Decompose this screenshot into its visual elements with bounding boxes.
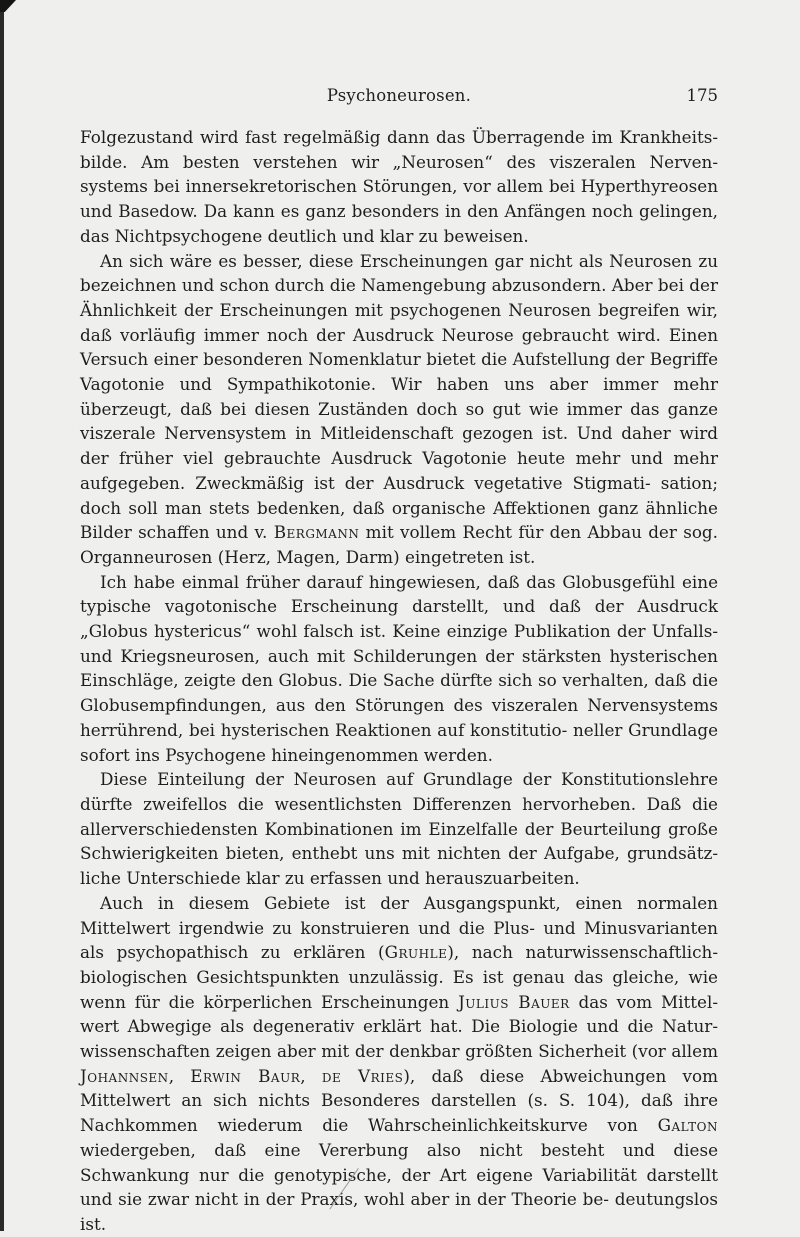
paragraph [80, 570, 718, 768]
running-title: Psychoneurosen. [326, 86, 472, 105]
author-name: Galton [657, 1115, 718, 1136]
text-run: , [300, 1065, 322, 1086]
text-run: An sich wäre es besser, diese Erscheinungen gar nicht als Neurosen zu bezeichnen und schon durch die Namengebung abzusondern. Aber bei der Ähnlichkeit der Erscheinungen mit psychogenen Neurosen begreifen wir, daß vorläufig immer noch der Ausdruck Neurose gebraucht wird. Einen Versuch einer besonderen Nomenklatur bietet die Aufstellung der Begriffe Vagotonie und Sympathikotonie. Wir haben uns aber immer mehr überzeugt, daß bei diesen Zuständen doch so gut wie immer das ganze viszerale Nervensystem in Mitleidenschaft gezogen ist. Und daher wird der früher viel gebrauchte Ausdruck Vagotonie heute mehr und mehr aufgegeben. Zweckmäßig ist der Ausdruck vegetative Stigmati- sation; doch soll man stets bedenken, daß organische Affektionen ganz ähnliche Bilder schaffen und v. [80, 250, 718, 543]
text-run: , [168, 1065, 191, 1086]
text-run: das vom Mittel- wert Abwegige als degenerativ erklärt hat. Die Biologie und die Natur- wissenschaften zeigen aber mit der denkbar größten Sicherheit (vor allem [80, 991, 719, 1062]
paragraph [80, 767, 718, 891]
text-run: ), nach naturwissenschaftlich- biologischen Gesichtspunkten unzulässig. Es ist genau das gleiche, wie wenn für die körperlichen Erscheinungen [80, 942, 718, 1012]
author-name: Bergmann [273, 522, 360, 543]
text-run: ), daß diese Abweichungen vom Mittelwert an sich nichts Besonderes darstellen (s. S. 104), daß ihre Nachkommen wiederum die Wahrscheinlichkeitskurve von [80, 1065, 719, 1136]
author-name: de Vries [321, 1065, 404, 1086]
author-name: Erwin Baur [190, 1065, 301, 1086]
paragraph [80, 891, 718, 1237]
text-run: Ich habe einmal früher darauf hingewiesen, daß das Globusgefühl eine typische vagotonische Erscheinung darstellt, und daß der Ausdruck „Globus hystericus“ wohl falsch ist. Keine einzige Publikation der Unfalls- und Kriegsneurosen, auch mit Schilderungen der stärksten hysterischen Einschläge, zeigte den Globus. Die Sache dürfte sich so verhalten, daß die Globusempfindungen, aus den Störungen des viszeralen Nervensystems herrührend, bei hysterischen Reaktionen auf konstitutio- neller Grundlage sofort ins Psychogene hineingenommen werden. [80, 571, 718, 765]
author-name: Gruhle [384, 942, 448, 963]
page-edge-shadow [0, 0, 4, 1231]
body-text [80, 125, 718, 1237]
page-number: 175 [686, 86, 718, 105]
text-run: Folgezustand wird fast regelmäßig dann das Überragende im Krankheits- bilde. Am besten verstehen wir „Neurosen“ des viszeralen Nerven- systems bei innersekretorischen Störungen, vor allem bei Hyperthyreosen und Basedow. Da kann es ganz besonders in den Anfängen noch gelingen, das Nichtpsychogene deutlich und klar zu beweisen. [80, 127, 718, 246]
paragraph [80, 125, 718, 249]
corner-mark [0, 0, 16, 12]
text-run: wiedergeben, daß eine Vererbung also nicht besteht und diese Schwankung nur die genotypische, der Art eigene Variabilität darstellt und sie zwar nicht in der Praxis, wohl aber in der Theorie be- deutungslos ist. [80, 1139, 718, 1234]
author-name: Julius Bauer [458, 991, 570, 1012]
paragraph [80, 249, 718, 570]
text-run: Diese Einteilung der Neurosen auf Grundlage der Konstitutionslehre dürfte zweifellos die wesentlichsten Differenzen hervorheben. Daß die allerverschiedensten Kombinationen im Einzelfalle der Beurteilung große Schwierigkeiten bieten, enthebt uns mit nichten der Aufgabe, grundsätz- liche Unterschiede klar zu erfassen und herauszuarbeiten. [80, 769, 718, 889]
author-name: Johannsen [80, 1065, 169, 1086]
text-run: mit vollem Recht für den Abbau der sog. Organneurosen (Herz, Magen, Darm) eingetreten ist. [80, 522, 718, 567]
page-header [80, 86, 718, 110]
text-run: Auch in diesem Gebiete ist der Ausgangspunkt, einen normalen Mittelwert irgendwie zu konstruieren und die Plus- und Minusvarianten als psychopathisch zu erklären ( [80, 892, 718, 963]
